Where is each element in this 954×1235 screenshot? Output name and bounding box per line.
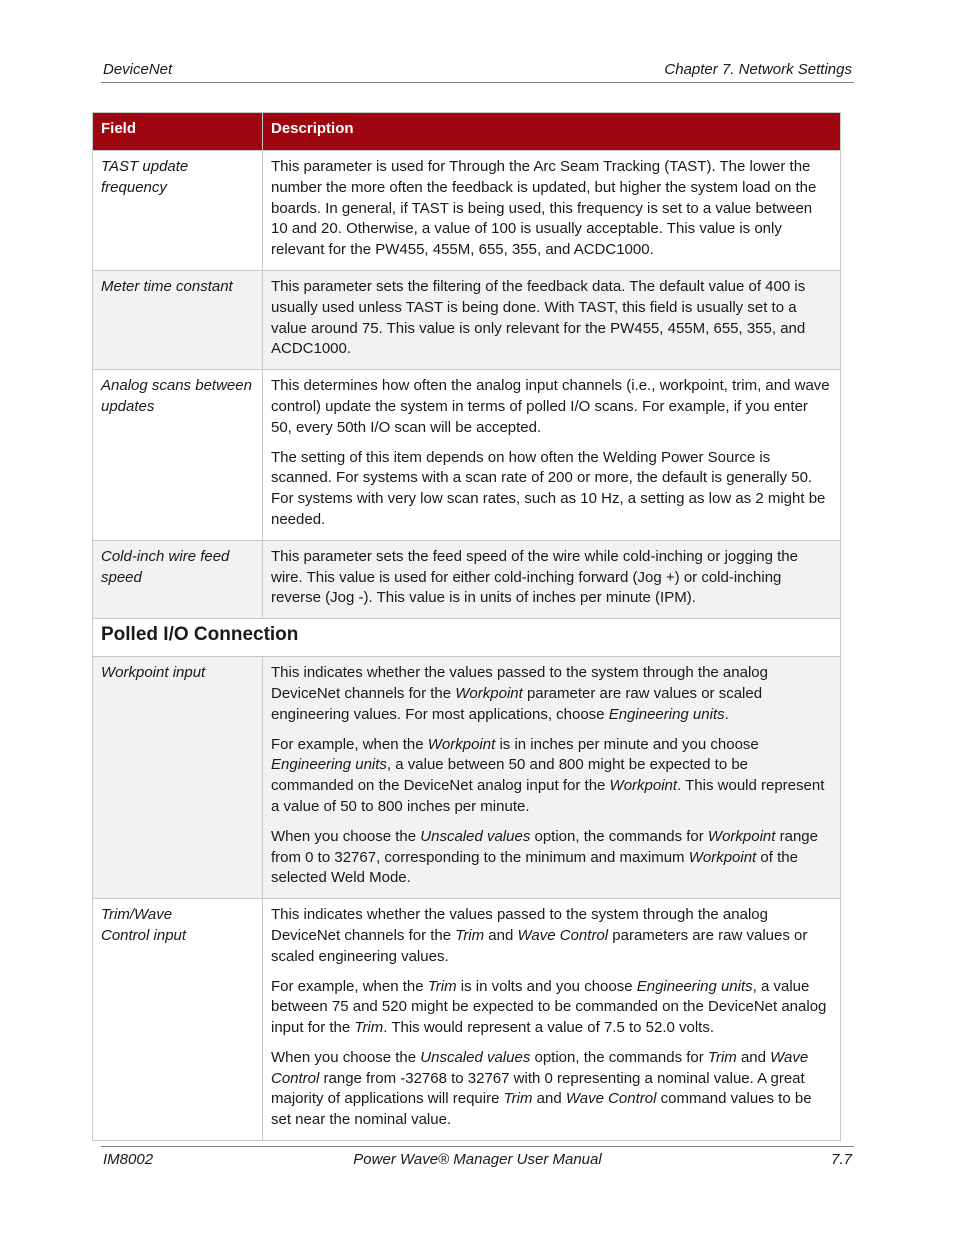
parameters-table [92, 112, 841, 1141]
section-title: Polled I/O Connection [93, 619, 841, 657]
description-paragraph: The setting of this item depends on how often the Welding Power Source is scanned. For systems with a scan rate of 200 or more, the default is generally 50. For systems with very low scan rates, such as 10 Hz, a setting as low as 2 might be needed. [271, 448, 826, 528]
field-name: Analog scans between updates [93, 370, 263, 541]
table-row [93, 657, 841, 899]
description-paragraph: This indicates whether the values passed to the system through the analog DeviceNet channels for the Workpoint parameter are raw values or scaled engineering values. For most applications, choose Engineering units. [271, 664, 768, 723]
header-chapter-title: Chapter 7. Network Settings [664, 61, 852, 78]
description-paragraph: This parameter sets the feed speed of the wire while cold-inching or jogging the wire. This value is used for either cold-inching forward (Jog +) or cold-inching reverse (Jog -). This value is in units of inches per minute (IPM). [271, 547, 798, 607]
field-name: Trim/Wave Control input [93, 899, 263, 1141]
field-description [263, 270, 841, 369]
table-row [93, 151, 841, 271]
footer-manual-title: Power Wave® Manager User Manual [353, 1151, 602, 1168]
section-row [93, 619, 841, 657]
description-paragraph: This indicates whether the values passed to the system through the analog DeviceNet channels for the Trim and Wave Control parameters are raw values or scaled engineering values. [271, 906, 808, 965]
footer-document-id: IM8002 [103, 1151, 154, 1168]
table-header-row [93, 113, 841, 151]
page-footer [101, 1146, 854, 1177]
field-description [263, 899, 841, 1141]
field-description [263, 151, 841, 271]
column-header-description: Description [263, 113, 841, 151]
field-name: Workpoint input [93, 657, 263, 899]
description-paragraph: For example, when the Workpoint is in inches per minute and you choose Engineering units, a value between 50 and 800 might be expected to be commanded on the DeviceNet analog input for the Workpoint. This would represent a value of 50 to 800 inches per minute. [271, 735, 825, 815]
page-header [101, 58, 854, 83]
table-row [93, 270, 841, 369]
header-section-name: DeviceNet [103, 61, 173, 78]
description-paragraph: When you choose the Unscaled values option, the commands for Trim and Wave Control range from -32768 to 32767 with 0 representing a nominal value. A great majority of applications will require Trim and Wave Control command values to be set near the nominal value. [271, 1048, 812, 1129]
description-paragraph: When you choose the Unscaled values option, the commands for Workpoint range from 0 to 32767, corresponding to the minimum and maximum Workpoint of the selected Weld Mode. [271, 827, 818, 887]
field-description [263, 540, 841, 618]
table-row [93, 899, 841, 1141]
description-paragraph: For example, when the Trim is in volts and you choose Engineering units, a value between 75 and 520 might be expected to be commanded on the DeviceNet analog input for the Trim. This would represent a value of 7.5 to 52.0 volts. [271, 977, 827, 1037]
field-description [263, 370, 841, 541]
field-name: Cold-inch wire feed speed [93, 540, 263, 618]
description-paragraph: This parameter is used for Through the Arc Seam Tracking (TAST). The lower the number the more often the feedback is updated, but higher the system load on the boards. In general, if TAST is being used, this frequency is set to a value between 10 and 20. Otherwise, a value of 100 is usually acceptable. This value is only relevant for the PW455, 455M, 655, 355, and ACDC1000. [271, 158, 817, 259]
description-paragraph: This parameter sets the filtering of the feedback data. The default value of 400 is usually used unless TAST is being done. With TAST, this field is usually set to a value around 75. This value is only relevant for the PW455, 455M, 655, 355, and ACDC1000. [271, 277, 806, 358]
field-description [263, 657, 841, 899]
footer-page-number: 7.7 [831, 1151, 852, 1168]
table-row [93, 370, 841, 541]
table-row [93, 540, 841, 618]
column-header-field: Field [93, 113, 263, 151]
field-name: Meter time constant [93, 270, 263, 369]
field-name: TAST update frequency [93, 151, 263, 271]
description-paragraph: This determines how often the analog input channels (i.e., workpoint, trim, and wave control) update the system in terms of polled I/O scans. For example, if you enter 50, every 50th I/O scan will be accepted. [271, 377, 830, 436]
